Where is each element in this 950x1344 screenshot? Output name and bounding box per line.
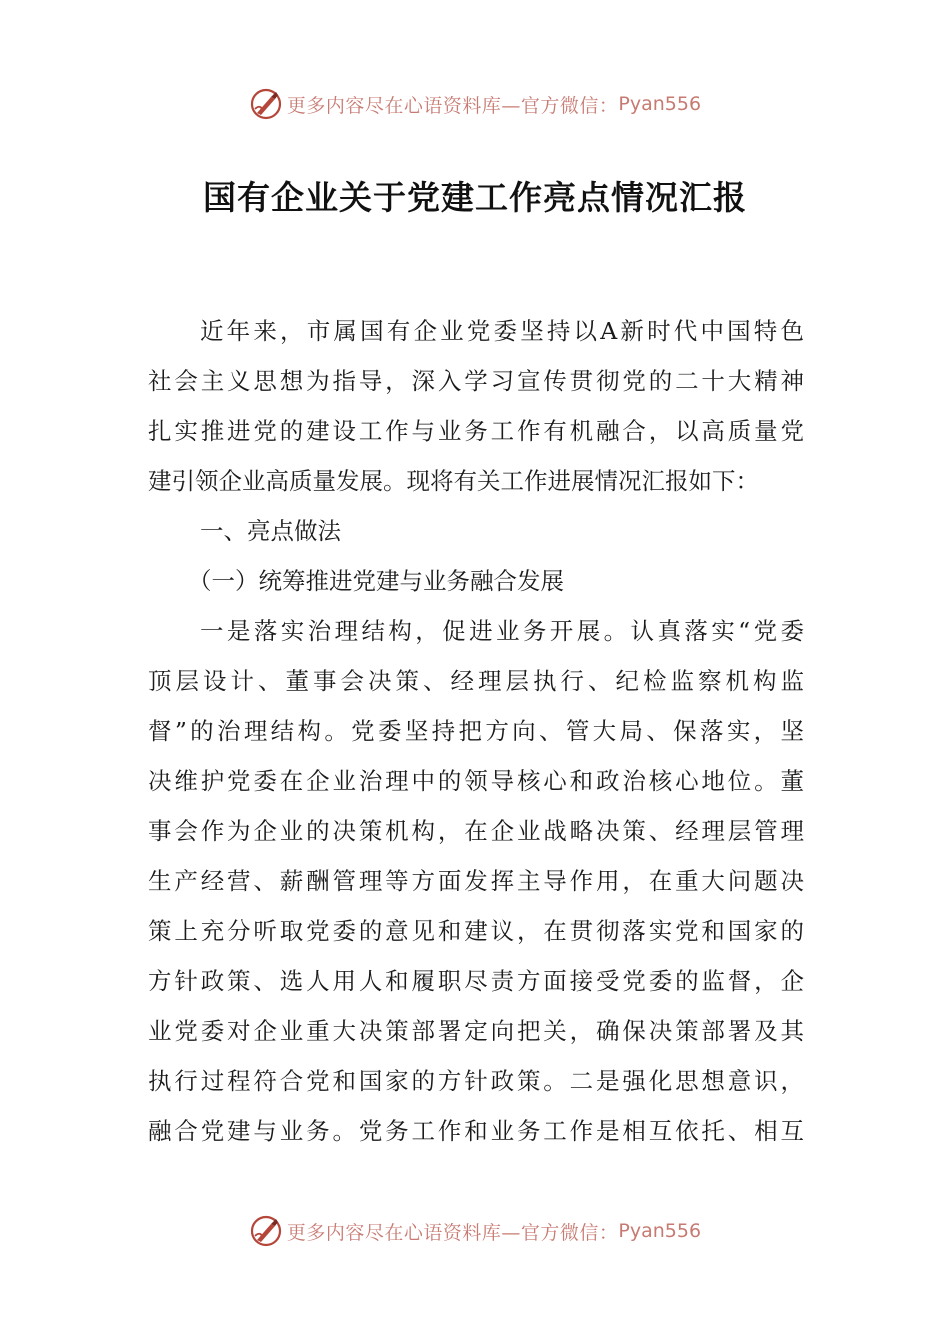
- paragraph-line: 近年来，市属国有企业党委坚持以A新时代中国特色: [200, 317, 804, 345]
- paragraph-line: 社会主义思想为指导，深入学习宣传贯彻党的二十大精神: [148, 367, 804, 395]
- paragraph-line: 执行过程符合党和国家的方针政策。二是强化思想意识，: [148, 1067, 804, 1095]
- subsection-heading: （一）统筹推进党建与业务融合发展: [188, 567, 564, 595]
- section-heading: 一、亮点做法: [200, 517, 341, 545]
- paragraph-line: 融合党建与业务。党务工作和业务工作是相互依托、相互: [148, 1117, 804, 1145]
- watermark-text: 更多内容尽在心语资料库—官方微信：: [286, 1221, 619, 1244]
- paragraph-line: 建引领企业高质量发展。现将有关工作进展情况汇报如下：: [148, 467, 759, 495]
- paragraph-line: 业党委对企业重大决策部署定向把关，确保决策部署及其: [148, 1017, 804, 1045]
- document-body: [148, 306, 804, 1156]
- paragraph-line: 扎实推进党的建设工作与业务工作有机融合，以高质量党: [148, 417, 804, 445]
- paragraph-line: 顶层设计、董事会决策、经理层执行、纪检监察机构监: [148, 667, 804, 695]
- document-title: 国有企业关于党建工作亮点情况汇报: [203, 178, 747, 217]
- header-watermark: [0, 84, 950, 124]
- paragraph-line: 决维护党委在企业治理中的领导核心和政治核心地位。董: [148, 767, 804, 795]
- watermark-text: 更多内容尽在心语资料库—官方微信：: [286, 94, 619, 117]
- paragraph-line: 策上充分听取党委的意见和建议，在贯彻落实党和国家的: [148, 917, 804, 945]
- watermark-contact: Pyan556: [618, 93, 702, 115]
- footer-watermark: [0, 1211, 950, 1251]
- watermark-contact: Pyan556: [618, 1220, 702, 1242]
- pen-logo-icon: [249, 87, 283, 121]
- paragraph-line: 一是落实治理结构，促进业务开展。认真落实“党委: [200, 617, 804, 645]
- pen-logo-icon: [249, 1214, 283, 1248]
- paragraph-line: 事会作为企业的决策机构，在企业战略决策、经理层管理: [148, 817, 804, 845]
- paragraph-line: 生产经营、薪酬管理等方面发挥主导作用，在重大问题决: [148, 867, 804, 895]
- paragraph-line: 方针政策、选人用人和履职尽责方面接受党委的监督，企: [148, 967, 804, 995]
- paragraph-line: 督”的治理结构。党委坚持把方向、管大局、保落实，坚: [148, 717, 804, 745]
